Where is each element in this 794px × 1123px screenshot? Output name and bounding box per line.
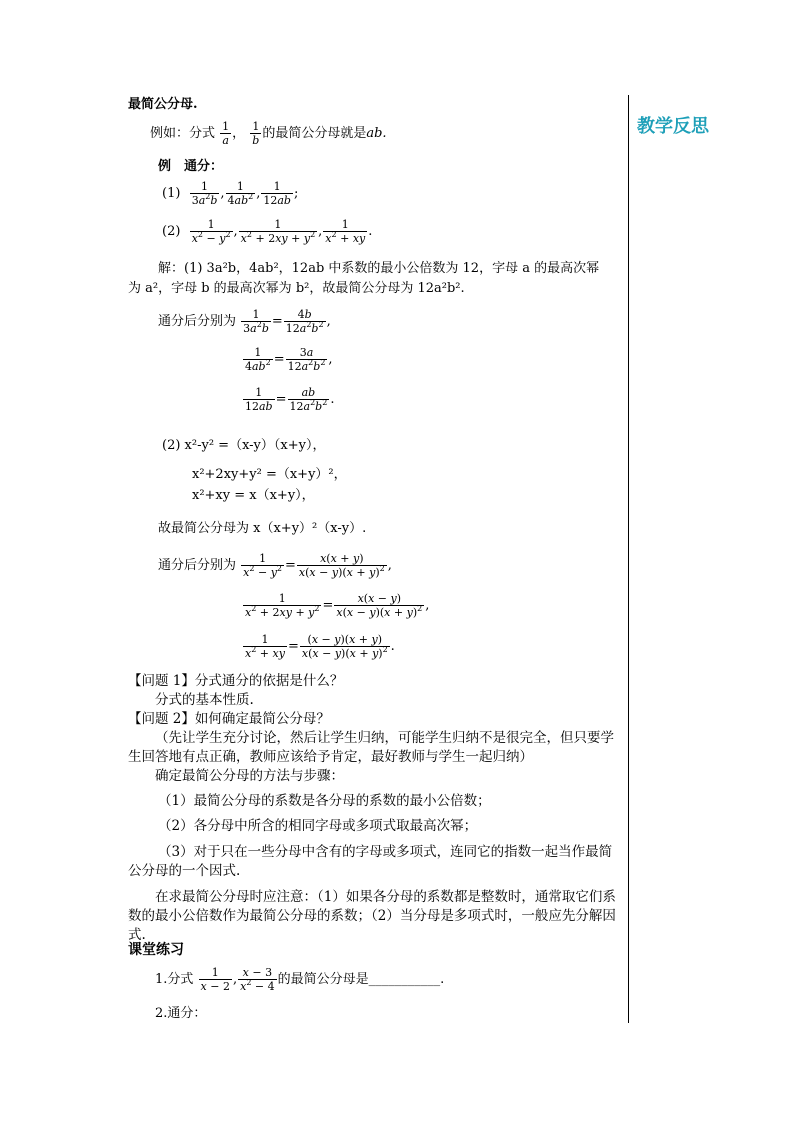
problem-1-label: (1) (162, 186, 181, 201)
steps-title: 确定最简公分母的方法与步骤： (155, 768, 344, 784)
fraction: $\frac{3a}{12a^2b^2}$ (287, 346, 326, 373)
fraction: $\frac{1}{3a^2b}$ (191, 180, 218, 207)
practice-title: 课堂练习 (128, 942, 184, 958)
result-eq-2: $\frac{1}{4ab^2}$ = $\frac{3a}{12a^2b^2}$ , (245, 346, 333, 373)
fraction: $\frac{1}{x^2 - y^2}$ (243, 552, 282, 579)
factor-1: (2) x²-y² =（x-y）（x+y）， (162, 438, 326, 453)
answer-1: 分式的基本性质. (155, 692, 254, 708)
fraction: $\frac{1}{4ab^2}$ (245, 346, 271, 373)
fraction: $\frac{1}{x^2 - y^2}$ (191, 218, 231, 245)
fraction: $\frac{x - 3}{x^2 - 4}$ (240, 966, 275, 993)
fraction: $\frac{x(x - y)}{x(x - y)(x + y)^2}$ (336, 592, 423, 619)
problem-2: (2) $\frac{1}{x^2 - y^2}$ , $\frac{1}{x^2 + 2xy + y^2}$ , $\frac{1}{x^2 + xy}$ . (162, 218, 373, 245)
result-label: 通分后分别为 (158, 314, 237, 329)
answer-2: （先让学生充分讨论，然后让学生归纳，可能学生归纳不是很完全，但只要学生回答地有点正确，教师应该给予肯定，最好教师与学生一起归纳） (128, 730, 614, 765)
practice-1-prefix: 1.分式 (155, 972, 194, 987)
question-2: 【问题 2】如何确定最简公分母？ (128, 711, 330, 727)
fraction: $\frac{1}{b}$ (252, 120, 260, 147)
fraction: $\frac{x(x + y)}{x(x - y)(x + y)^2}$ (298, 552, 385, 579)
problem-1: (1) $\frac{1}{3a^2b}$ , $\frac{1}{4ab^2}$ , $\frac{1}{12ab}$ ; (162, 180, 299, 207)
example-prefix: 例如：分式 (150, 126, 216, 141)
example-suffix: 的最简公分母就是 (262, 126, 367, 141)
problem-2-label: (2) (162, 224, 181, 239)
step-1: （1）最简公分母的系数是各分母的系数的最小公倍数； (158, 793, 491, 809)
example-ab: ab. (366, 126, 387, 141)
fraction: $\frac{4b}{12a^2b^2}$ (285, 308, 324, 335)
fraction: $\frac{1}{12ab}$ (263, 180, 291, 207)
fraction: $\frac{1}{x^2 + xy}$ (245, 633, 285, 660)
solution-line-1: 解：(1) 3a²b，4ab²，12ab 中系数的最小公倍数为 12，字母 a 的最高次幂 (158, 261, 600, 276)
practice-2: 2.通分： (155, 1006, 207, 1021)
result2-eq-2: $\frac{1}{x^2 + 2xy + y^2}$ = $\frac{x(x - y)}{x(x - y)(x + y)^2}$ , (245, 592, 430, 619)
practice-1: 1.分式 $\frac{1}{x - 2}$ , $\frac{x - 3}{x^2 - 4}$ 的最简公分母是___________. (155, 966, 445, 993)
example-line: 例如：分式 $\frac{1}{a}$ ， $\frac{1}{b}$ 的最简公分母就是ab. (150, 120, 387, 147)
note-paragraph: 在求最简公分母时应注意：（1）如果各分母的系数都是整数时，通常取它们系数的最小公倍数作为最简公分母的系数；（2）当分母是多项式时，一般应先分解因式. (128, 889, 616, 943)
lcd-statement: 故最简公分母为 x（x+y）²（x-y）. (158, 521, 367, 536)
column-divider (628, 95, 629, 1023)
solution-line-2: 为 a²，字母 b 的最高次幂为 b²，故最简公分母为 12a²b². (128, 281, 465, 296)
fraction: $\frac{1}{12ab}$ (245, 386, 273, 413)
example-title: 例 通分： (158, 159, 224, 174)
result-eq-1: 通分后分别为 $\frac{1}{3a^2b}$ = $\frac{4b}{12a^2b^2}$ , (158, 308, 331, 335)
fraction: $\frac{1}{a}$ (222, 120, 230, 147)
result2-eq-1: 通分后分别为 $\frac{1}{x^2 - y^2}$ = $\frac{x(x + y)}{x(x - y)(x + y)^2}$ , (158, 552, 392, 579)
result2-eq-3: $\frac{1}{x^2 + xy}$ = $\frac{(x - y)(x + y)}{x(x - y)(x + y)^2}$ . (245, 633, 395, 660)
fraction: $\frac{(x - y)(x + y)}{x(x - y)(x + y)^2}$ (301, 633, 388, 660)
fraction: $\frac{1}{x^2 + 2xy + y^2}$ (240, 218, 316, 245)
section-heading: 最简公分母. (128, 97, 198, 112)
result-eq-3: $\frac{1}{12ab}$ = $\frac{ab}{12a^2b^2}$ . (245, 386, 335, 413)
practice-1-suffix: 的最简公分母是___________. (277, 972, 445, 987)
fraction: $\frac{1}{x - 2}$ (200, 966, 230, 993)
step-3: （3）对于只在一些分母中含有的字母或多项式，连同它的指数一起当作最简公分母的一个因式. (128, 844, 613, 879)
step-2: （2）各分母中所含的相同字母或多项式取最高次幂； (158, 818, 478, 834)
question-1: 【问题 1】分式通分的依据是什么？ (128, 673, 344, 689)
fraction: $\frac{1}{x^2 + xy}$ (325, 218, 366, 245)
result2-label: 通分后分别为 (158, 558, 237, 573)
fraction: $\frac{ab}{12a^2b^2}$ (289, 386, 328, 413)
fraction: $\frac{1}{4ab^2}$ (227, 180, 254, 207)
factor-2: x²+2xy+y² =（x+y）²， (192, 467, 347, 482)
factor-3: x²+xy = x（x+y）， (192, 488, 315, 503)
fraction: $\frac{1}{x^2 + 2xy + y^2}$ (245, 592, 320, 619)
fraction: $\frac{1}{3a^2b}$ (243, 308, 269, 335)
teaching-reflection-title: 教学反思 (637, 116, 709, 137)
